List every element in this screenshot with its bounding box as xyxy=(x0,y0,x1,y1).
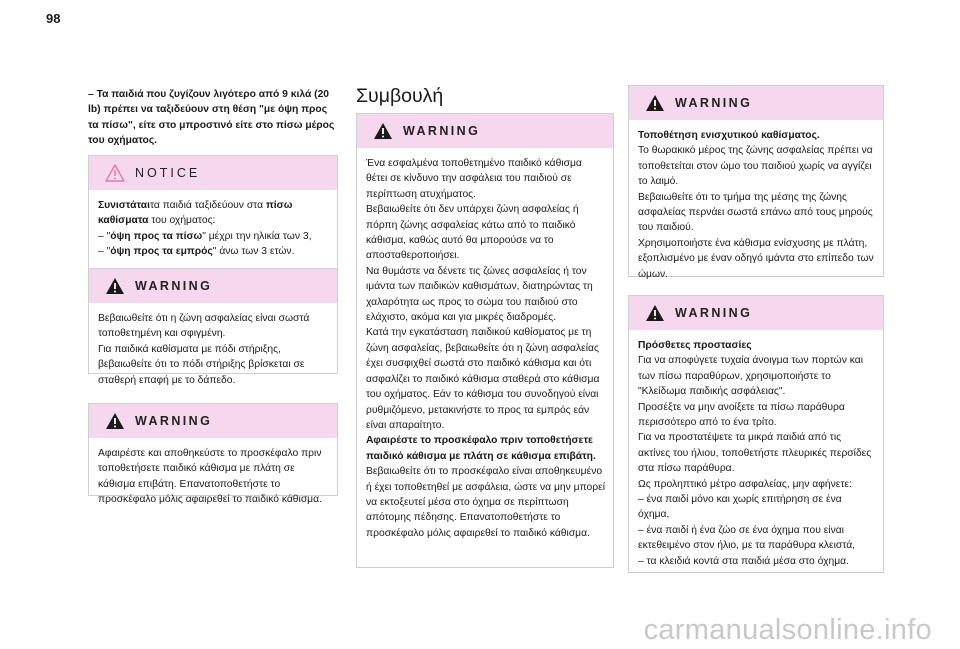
warning-title: WARNING xyxy=(403,124,481,138)
warning-title: WARNING xyxy=(675,96,753,110)
warning-triangle-icon xyxy=(105,277,125,295)
warning-triangle-icon xyxy=(373,122,393,140)
notice-recommend-text: τα παιδιά ταξιδεύουν στα xyxy=(149,200,266,211)
section-heading: Συμβουλή xyxy=(356,85,444,107)
warning-box-seatbelt xyxy=(88,268,338,386)
warning-text-2: Βεβαιωθείτε ότι το προσκέφαλο είναι αποθηκευμένο ή έχει τοποθετηθεί με ασφάλεια, ώστε να μην μπορεί να εκτοξευτεί μέσα στο όχημα σε περίπτωση απότομης πέδησης. Επανατοποθετήστε το προσκέφαλο μόλις αφαιρεθεί το παιδικό κάθισμα. xyxy=(366,466,606,539)
warning-text: Το θωρακικό μέρος της ζώνης ασφαλείας πρέπει να τοποθετείται στον ώμο του παιδιού χωρίς να αγγίζει το λαιμό. Βεβαιωθείτε ότι το τμήμα της μέσης της ζώνης ασφαλείας περνάει σωστά επάνω από τους μηρούς του παιδιού. Χρησιμοποιήστε ένα κάθισμα ενίσχυσης με πλάτη, εξοπλισμένο με έναν οδηγό ιμάντα στο επίπεδο των ώμων. xyxy=(638,145,874,280)
warning-header xyxy=(629,296,883,330)
warning-header xyxy=(89,404,337,438)
warning-triangle-icon xyxy=(645,94,665,112)
warning-bold-line: Αφαιρέστε το προσκέφαλο πριν τοποθετήσετε παιδικό κάθισμα με πλάτη σε κάθισμα επιβάτη. xyxy=(366,435,596,462)
warning-header xyxy=(89,269,337,303)
intro-text: – Τα παιδιά που ζυγίζουν λιγότερο από 9 κιλά (20 lb) πρέπει να ταξιδεύουν στη θέση "με όψη προς τα πίσω", είτε στο μπροστινό είτε στο πίσω μέρος του οχήματος. xyxy=(88,89,335,147)
warning-triangle-icon xyxy=(645,304,665,322)
warning-triangle-icon xyxy=(105,412,125,430)
notice-rear-seats: πίσω καθίσματα xyxy=(98,200,293,227)
notice-item-forward-facing: – "όψη προς τα εμπρός" άνω των 3 ετών. xyxy=(98,246,295,258)
warning-text: Βεβαιωθείτε ότι η ζώνη ασφαλείας είναι σωστά τοποθετημένη και σφιγμένη. Για παιδικά καθίσματα με πόδι στήριξης, βεβαιωθείτε ότι το πόδι στήριξης βρίσκεται σε σταθερή επαφή με το δάπεδο. xyxy=(98,313,310,386)
warning-box-installation xyxy=(356,113,614,568)
warning-box-headrest xyxy=(88,403,338,506)
warning-box-additional-protection xyxy=(628,295,884,573)
notice-header xyxy=(89,156,337,190)
warning-bold-line: Τοποθέτηση ενισχυτικού καθίσματος. xyxy=(638,130,820,141)
warning-title: WARNING xyxy=(135,414,213,428)
notice-body: Συνιστάταιτα παιδιά ταξιδεύουν στα πίσω καθίσματα του οχήματος: – "όψη προς τα πίσω" μέχρι την ηλικία των 3, – "όψη προς τα εμπρός" άνω των 3 ετών. xyxy=(89,190,337,268)
warning-box-booster xyxy=(628,85,884,280)
warning-text: Ένα εσφαλμένα τοποθετημένο παιδικό κάθισμα θέτει σε κίνδυνο την ασφάλεια του παιδιού σε περίπτωση ατυχήματος. Βεβαιωθείτε ότι δεν υπάρχει ζώνη ασφαλείας ή πόρπη ζώνης ασφαλείας κάτω από το παιδικό κάθισμα, καθώς αυτό θα μπορούσε να το αποσταθεροποιήσει. Να θυμάστε να δένετε τις ζώνες ασφαλείας ή τον ιμάντα των παιδικών καθισμάτων, διατηρώντας τη χαλαρότητα ως προς το σώμα του παιδιού στο ελάχιστο, ακόμα και για μικρές διαδρομές. Κατά την εγκατάσταση παιδικού καθίσματος με τη ζώνη ασφαλείας, βεβαιωθείτε ότι η ζώνη ασφαλείας έχει συσφιχθεί σωστά στο παιδικό κάθισμα και ότι ασφαλίζει το παιδικό κάθισμα σταθερά στο κάθισμα του οχήματος. Εάν το κάθισμα του συνοδηγού είναι ρυθμιζόμενο, μετακινήστε το προς τα εμπρός εάν είναι απαραίτητο. xyxy=(366,158,600,431)
warning-text: Αφαιρέστε και αποθηκεύστε το προσκέφαλο πριν τοποθετήσετε παιδικό κάθισμα με πλάτη σε κάθισμα επιβάτη. Επανατοποθετήστε το προσκέφαλο μόλις αφαιρεθεί το παιδικό κάθισμα. xyxy=(98,448,322,506)
page-number: 98 xyxy=(46,11,61,26)
notice-item-rear-facing: – "όψη προς τα πίσω" μέχρι την ηλικία των 3, xyxy=(98,230,312,242)
notice-triangle-icon xyxy=(105,164,125,182)
notice-box xyxy=(88,155,338,271)
warning-header xyxy=(357,114,613,148)
warning-title: WARNING xyxy=(135,279,213,293)
warning-title: WARNING xyxy=(675,306,753,320)
notice-title: NOTICE xyxy=(135,166,201,180)
warning-bold-line: Πρόσθετες προστασίες xyxy=(638,340,752,351)
watermark: carmanualsonline.info xyxy=(643,614,932,646)
notice-recommend-bold: Συνιστάται xyxy=(98,200,150,211)
warning-header xyxy=(629,86,883,120)
warning-text: Για να αποφύγετε τυχαία άνοιγμα των πορτών και των πίσω παραθύρων, χρησιμοποιήστε το "Κλείδωμα παιδικής ασφάλειας". Προσέξτε να μην ανοίξετε τα πίσω παράθυρα περισσότερο από το ένα τρίτο. Για να προστατέψετε τα μικρά παιδιά από τις ακτίνες του ήλιου, τοποθετήστε πλευρικές περσίδες στα πίσω παράθυρα. Ως προληπτικό μέτρο ασφαλείας, μην αφήνετε: – ένα παιδί μόνο και χωρίς επιτήρηση σε ένα όχημα, – ένα παιδί ή ένα ζώο σε ένα όχημα που είναι εκτεθειμένο στον ήλιο, με τα παράθυρα κλειστά, – τα κλειδιά κοντά στα παιδιά μέσα στο όχημα. xyxy=(638,355,872,567)
